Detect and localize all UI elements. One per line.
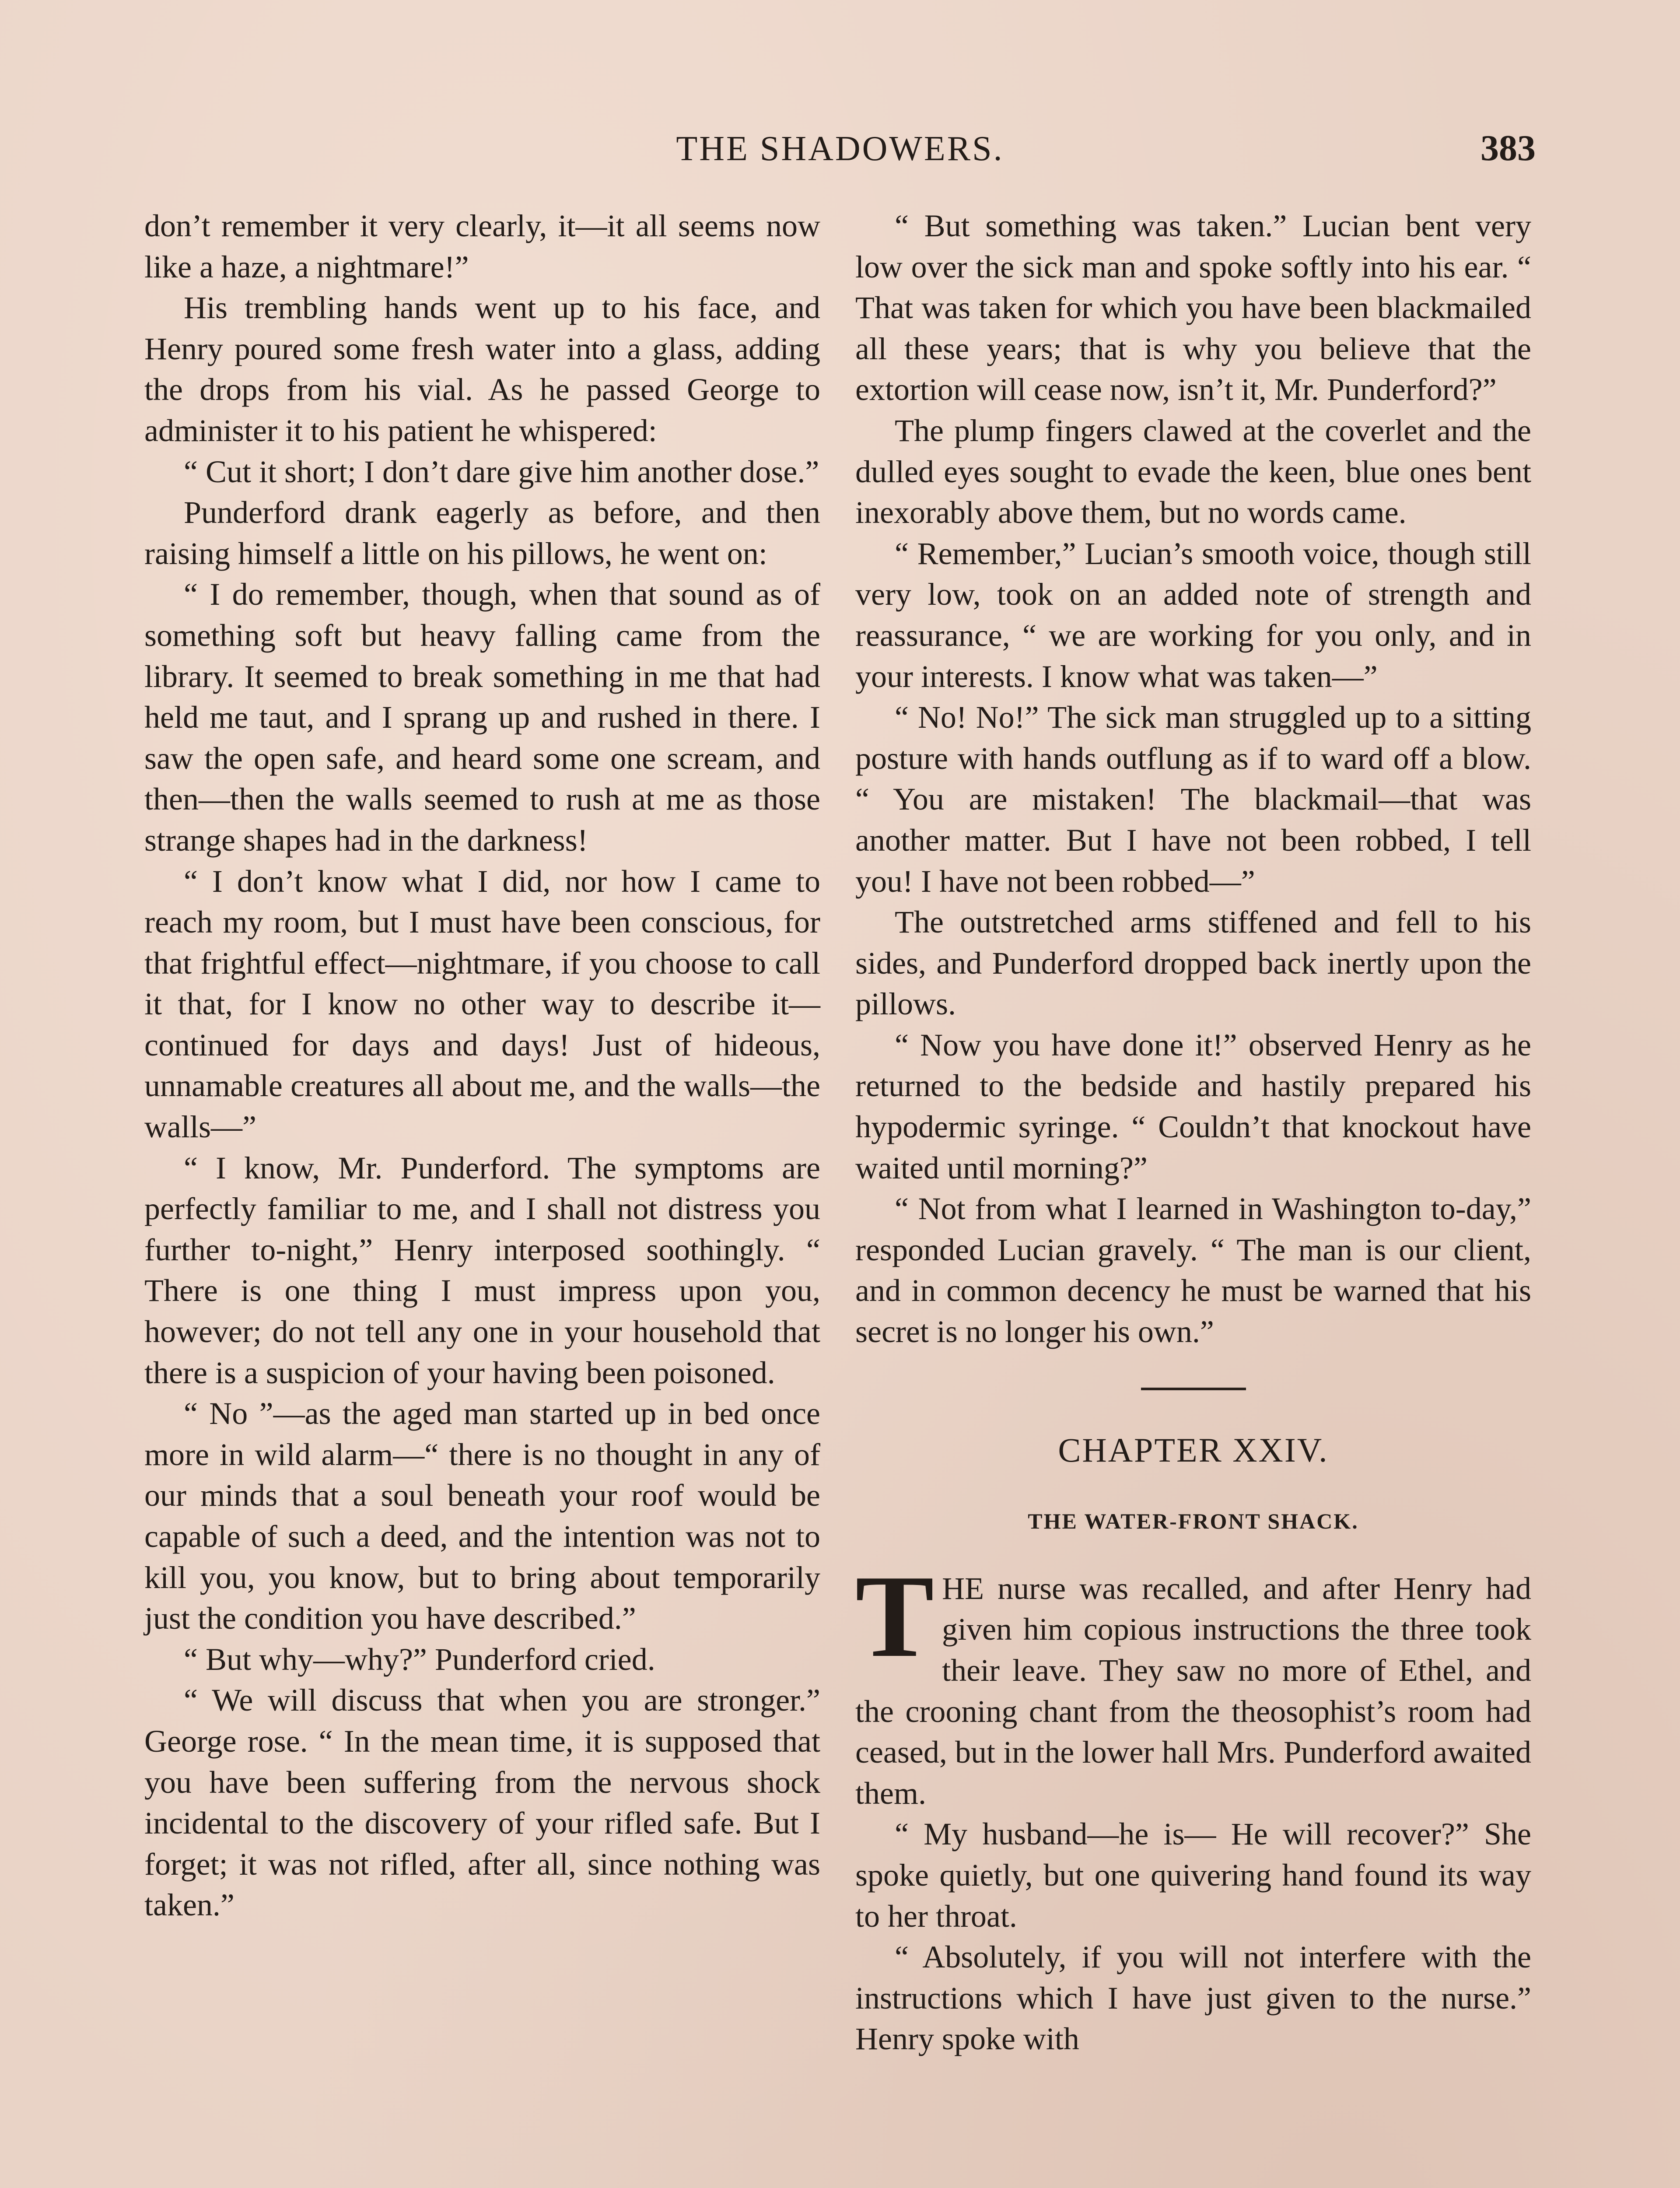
paragraph: “ But why—why?” Punderford cried. bbox=[184, 1641, 655, 1677]
chapter-opening-text: HE nurse was recalled, and after Henry had given him copious instructions the three took their leave. They saw no more of Ethel, and the crooning chant from the theosophist’s room had ceased, but in the lower hall Mrs. Punderford awaited them. bbox=[855, 1571, 1531, 1811]
paragraph: “ I don’t know what I did, nor how I came to reach my room, but I must have been conscious, for that frightful effect—nightmare, if you choose to call it that, for I know no other way to describe it—continued for days and days! Just of hideous, unnamable creatures all about me, and the walls—the walls—” bbox=[144, 863, 820, 1145]
chapter-divider bbox=[1141, 1388, 1246, 1390]
paragraph: Punderford drank eagerly as before, and then raising himself a little on his pillows, he went on: bbox=[144, 495, 820, 571]
chapter-opening-paragraph bbox=[855, 1550, 1531, 1814]
chapter-title: CHAPTER XXIV. bbox=[1058, 1431, 1329, 1469]
paragraph: don’t remember it very clearly, it—it all seems now like a haze, a nightmare!” bbox=[144, 208, 820, 284]
paragraph: The plump fingers clawed at the coverlet and the dulled eyes sought to evade the keen, blue ones bent inexorably above them, but no words came. bbox=[855, 413, 1531, 530]
paragraph: “ We will discuss that when you are stronger.” George rose. “ In the mean time, it is supposed that you have been suffering from the nervous shock incidental to the discovery of your rifled safe. But I forget; it was not rifled, after all, since nothing was taken.” bbox=[144, 1683, 820, 1923]
paragraph: The outstretched arms stiffened and fell to his sides, and Punderford dropped back inertly upon the pillows. bbox=[855, 905, 1531, 1022]
page-number: 383 bbox=[1480, 128, 1536, 168]
paragraph: “ Not from what I learned in Washington to-day,” responded Lucian gravely. “ The man is our client, and in common decency he must be warned that his secret is no longer his own.” bbox=[855, 1191, 1531, 1350]
paragraph: “ I do remember, though, when that sound as of something soft but heavy falling came from the library. It seemed to break something in me that had held me taut, and I sprang up and rushed in there. I saw the open safe, and heard some one scream, and then—then the walls seemed to rush at me as those strange shapes had in the darkness! bbox=[144, 577, 820, 858]
left-column bbox=[144, 206, 820, 1926]
running-title: THE SHADOWERS. bbox=[676, 130, 1004, 168]
paragraph: His trembling hands went up to his face, and Henry poured some fresh water into a glass, adding the drops from his vial. As he passed George to administer it to his patient he whispered: bbox=[144, 290, 820, 448]
paragraph: “ Remember,” Lucian’s smooth voice, though still very low, took on an added note of strength and reassurance, “ we are working for you only, and in your interests. I know what was taken—” bbox=[855, 536, 1531, 694]
paragraph: “ I know, Mr. Punderford. The symptoms are perfectly familiar to me, and I shall not distress you further to-night,” Henry interposed soothingly. “ There is one thing I must impress upon you, however; do not tell any one in your household that there is a suspicion of your having been poisoned. bbox=[144, 1150, 820, 1390]
paragraph: “ But something was taken.” Lucian bent very low over the sick man and spoke softly into his ear. “ That was taken for which you have been blackmailed all these years; that is why you believe that the extortion will cease now, isn’t it, Mr. Punderford?” bbox=[855, 208, 1531, 407]
paragraph: “ No ”—as the aged man started up in bed once more in wild alarm—“ there is no thought in any of our minds that a soul beneath your roof would be capable of such a deed, and the intention was not to kill you, you know, but to bring about temporarily just the condition you have described.” bbox=[144, 1396, 820, 1636]
paragraph: “ No! No!” The sick man struggled up to a sitting posture with hands outflung as if to ward off a blow. “ You are mistaken! The blackmail—that was another matter. But I have not been robbed, I tell you! I have not been robbed—” bbox=[855, 700, 1531, 899]
paragraph: “ Absolutely, if you will not interfere with the instructions which I have just given to the nurse.” Henry spoke with bbox=[855, 1939, 1531, 2057]
paragraph: “ My husband—he is— He will recover?” She spoke quietly, but one quivering hand found its way to her throat. bbox=[855, 1816, 1531, 1934]
paragraph: “ Cut it short; I don’t dare give him another dose.” bbox=[184, 454, 819, 489]
right-column bbox=[855, 206, 1531, 2060]
paragraph: “ Now you have done it!” observed Henry as he returned to the bedside and hastily prepared his hypodermic syringe. “ Couldn’t that knockout have waited until morning?” bbox=[855, 1027, 1531, 1185]
drop-cap: T bbox=[855, 1550, 934, 1682]
chapter-subtitle: THE WATER-FRONT SHACK. bbox=[1028, 1509, 1359, 1534]
